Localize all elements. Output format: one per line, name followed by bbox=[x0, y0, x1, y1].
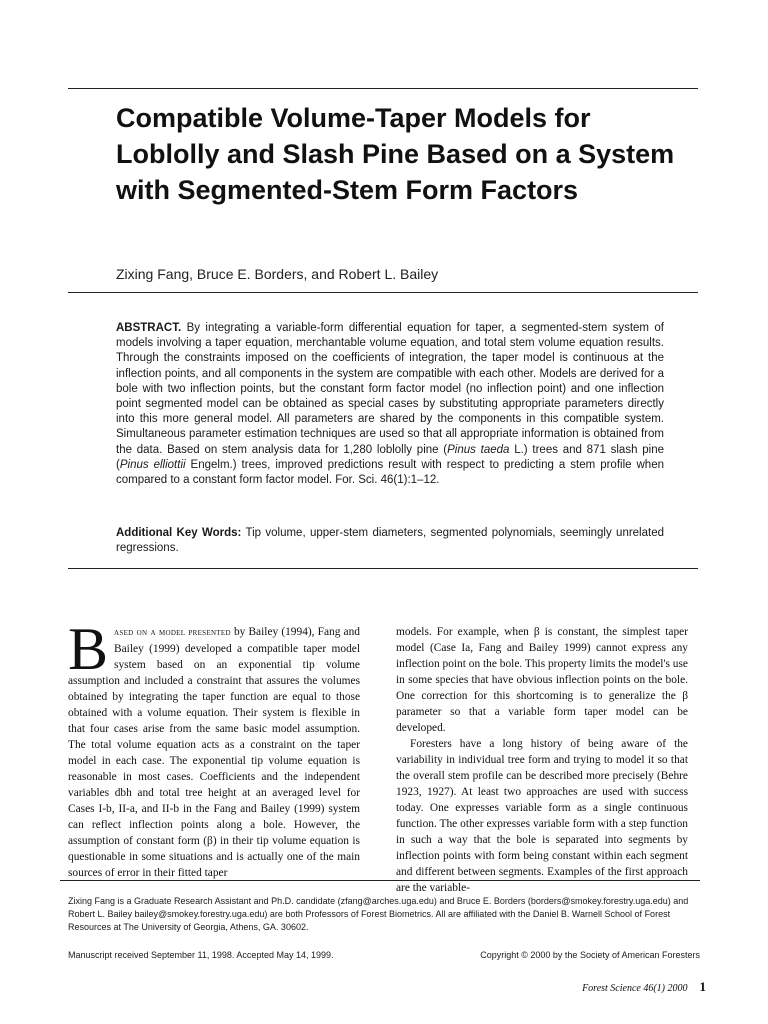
abstract-text-1: By integrating a variable-form differential equation for taper, a segmented-stem system of models involving a taper equation, merchantable volume equation, and total stem volume equation results. Through the constraints imposed on the coefficients of integration, the taper model is continuous at the inflection points, and all components in the system are compatible with each other. Models are derived for a bole with two inflection points, but the constant form factor model (no inflection point) and one inflection point segmented model can be obtained as special cases by substituting appropriate parameters directly into this more general model. All parameters are shared by the components in this compatible system. Simultaneous parameter estimation techniques are used so that all appropriate information is obtained from the data. Based on stem analysis data for 1,280 loblolly pine ( bbox=[116, 322, 664, 456]
author-list: Zixing Fang, Bruce E. Borders, and Robert L. Bailey bbox=[116, 266, 439, 282]
footnote-rule bbox=[60, 880, 700, 881]
species-name-slash: Pinus elliottii bbox=[119, 458, 186, 471]
manuscript-dates: Manuscript received September 11, 1998. Accepted May 14, 1999. bbox=[68, 950, 334, 960]
key-words bbox=[116, 526, 664, 556]
key-words-label: Additional Key Words: bbox=[116, 527, 242, 539]
author-affiliation-footnote: Zixing Fang is a Graduate Research Assistant and Ph.D. candidate (zfang@arches.uga.edu) and Bruce E. Borders (borders@smokey.forestry.uga.edu) and Robert L. Bailey bailey@smokey.forestry.uga.edu) are both Professors of Forest Biometrics. All are affiliated with the Daniel B. Warnell School of Forest Resources at The University of Georgia, Athens, GA. 30602. bbox=[68, 896, 689, 933]
body-paragraph-intro-text: by Bailey (1994), Fang and Bailey (1999) developed a compatible taper model system based on an exponential tip volume assumption and included a constraint that assures the volumes obtained by integrating the taper function are equal to those obtained with a volume equation. Their system is flexible in that four cases arise from the same basic model assumption. The total volume equation acts as a constraint on the taper model in each case. The exponential tip volume equation is reasonable in most cases. Coefficients and the independent variables dbh and total tree height at an averaged level for Cases I-b, II-a, and II-b in the Fang and Bailey (1999) system can reflect inflection points along a bole. However, the assumption of constant form (β) in their tip volume equation is questionable in some situations and is actually one of the main sources of error in their fitted taper bbox=[68, 626, 361, 879]
body-paragraph-foresters: Foresters have a long history of being aware of the variability in individual tree form and trying to model it so that the overall stem profile can be described more precisely (Behre 1923, 1927). At least two approaches are used with success today. One expresses variable form as a single continuous function. The other expresses variable form with a step function in such a way that the bole is separated into segments by inflection points with form being constant within each segment and different between segments. Examples of the first approach are the variable- bbox=[396, 738, 688, 894]
body-paragraph-intro bbox=[68, 616, 361, 881]
abstract bbox=[116, 321, 664, 488]
body-column-left bbox=[68, 616, 361, 881]
body-column-right bbox=[396, 624, 688, 896]
body-paragraph-continued: models. For example, when β is constant, the simplest taper model (Case Ia, Fang and Bailey 1999) cannot express any inflection point on the bole. This property limits the model's use in some species that have obvious inflection points on the bole. One correction for this shortcoming is to generalize the β parameter so that a variable form taper model can be developed. bbox=[396, 626, 688, 734]
header-rule-top bbox=[68, 88, 698, 89]
article-title: Compatible Volume-Taper Models for Loblolly and Slash Pine Based on a System with Segmented-Stem Form Factors bbox=[116, 103, 675, 205]
journal-citation: Forest Science 46(1) 2000 bbox=[582, 983, 688, 994]
page-number: 1 bbox=[699, 979, 706, 994]
abstract-label: ABSTRACT. bbox=[116, 322, 182, 334]
running-footer bbox=[582, 979, 706, 995]
key-words-text: Tip volume, upper-stem diameters, segmented polynomials, seemingly unrelated regressions. bbox=[116, 527, 664, 555]
copyright-notice: Copyright © 2000 by the Society of American Foresters bbox=[480, 950, 700, 960]
abstract-text-2: L.) trees and 871 slash pine ( bbox=[116, 443, 664, 471]
abstract-text-3: Engelm.) trees, improved predictions result with respect to predicting a stem profile when compared to a constant form factor model. For. Sci. 46(1):1–12. bbox=[116, 458, 664, 487]
species-name-loblolly: Pinus taeda bbox=[447, 443, 510, 456]
drop-cap: B bbox=[68, 616, 109, 682]
header-rule-middle bbox=[68, 292, 698, 293]
opening-small-caps: ased on a model presented bbox=[114, 627, 231, 638]
abstract-rule-bottom bbox=[68, 568, 698, 569]
